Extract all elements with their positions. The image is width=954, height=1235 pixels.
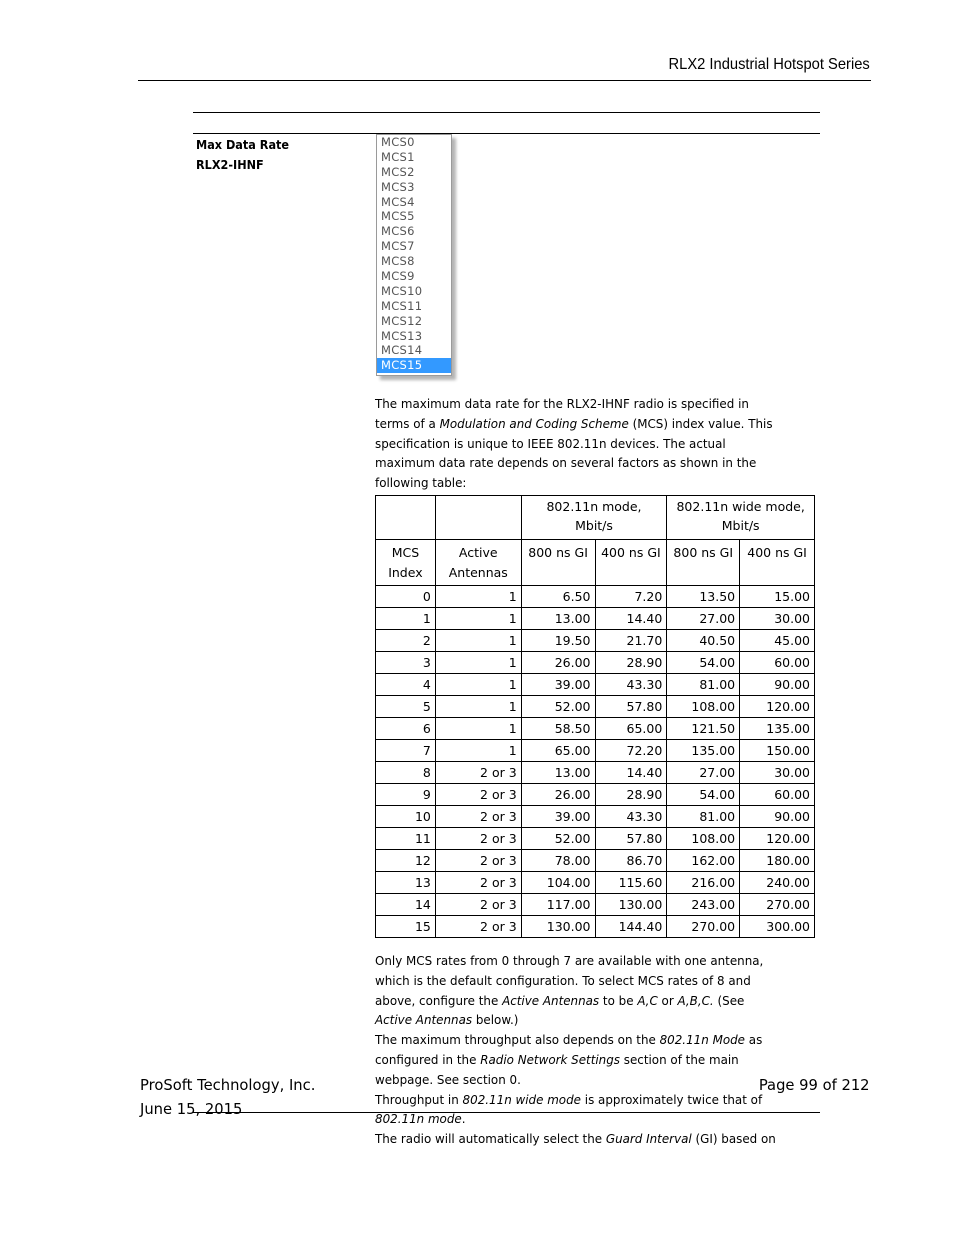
table-cell: 72.20 bbox=[595, 740, 667, 762]
table-cell: 15 bbox=[376, 916, 436, 938]
table-cell: 54.00 bbox=[667, 652, 740, 674]
table-group-header-row bbox=[376, 496, 815, 540]
table-cell: 14 bbox=[376, 894, 436, 916]
table-cell: 0 bbox=[376, 586, 436, 608]
table-cell: 216.00 bbox=[667, 872, 740, 894]
table-row bbox=[376, 652, 815, 674]
section-rule-second bbox=[193, 133, 820, 134]
table-cell: 60.00 bbox=[740, 652, 815, 674]
mcs-option[interactable]: MCS7 bbox=[381, 239, 415, 254]
mcs-option[interactable]: MCS3 bbox=[381, 179, 415, 194]
table-cell: 135.00 bbox=[740, 718, 815, 740]
table-header-empty bbox=[376, 496, 436, 540]
table-cell: 130.00 bbox=[521, 916, 595, 938]
header-rule bbox=[138, 80, 871, 81]
table-cell: 28.90 bbox=[595, 652, 667, 674]
table-cell: 52.00 bbox=[521, 696, 595, 718]
table-cell: 120.00 bbox=[740, 828, 815, 850]
table-cell: 180.00 bbox=[740, 850, 815, 872]
table-row bbox=[376, 608, 815, 630]
table-cell: 78.00 bbox=[521, 850, 595, 872]
table-cell: 90.00 bbox=[740, 806, 815, 828]
table-cell: 54.00 bbox=[667, 784, 740, 806]
table-cell: 60.00 bbox=[740, 784, 815, 806]
table-cell: 4 bbox=[376, 674, 436, 696]
mcs-option[interactable]: MCS0 bbox=[381, 135, 415, 149]
note-guard-interval: The radio will automatically select the Guard Interval (GI) based on bbox=[375, 1132, 776, 1148]
table-cell: 135.00 bbox=[667, 740, 740, 762]
section-rule-top bbox=[193, 112, 820, 113]
table-cell: 1 bbox=[376, 608, 436, 630]
table-cell: 58.50 bbox=[521, 718, 595, 740]
table-cell: 117.00 bbox=[521, 894, 595, 916]
table-cell: 65.00 bbox=[521, 740, 595, 762]
table-row bbox=[376, 806, 815, 828]
table-cell: 13.50 bbox=[667, 586, 740, 608]
table-row bbox=[376, 784, 815, 806]
table-cell: 240.00 bbox=[740, 872, 815, 894]
table-cell: 1 bbox=[435, 740, 521, 762]
table-cell: 57.80 bbox=[595, 696, 667, 718]
table-cell: 2 or 3 bbox=[435, 872, 521, 894]
table-cell: 2 or 3 bbox=[435, 828, 521, 850]
note-throughput: The maximum throughput also depends on the 802.11n Mode as configured in the Radio Network Settings section of the main webpage. See section 0. bbox=[375, 1033, 763, 1088]
table-row bbox=[376, 740, 815, 762]
table-group-header: 802.11n mode, Mbit/s bbox=[521, 496, 667, 540]
table-cell: 162.00 bbox=[667, 850, 740, 872]
table-cell: 43.30 bbox=[595, 674, 667, 696]
mcs-option[interactable]: MCS2 bbox=[381, 164, 415, 179]
mcs-option[interactable]: MCS11 bbox=[381, 298, 423, 313]
table-cell: 13 bbox=[376, 872, 436, 894]
notes-paragraph bbox=[375, 952, 784, 1150]
table-cell: 52.00 bbox=[521, 828, 595, 850]
table-sub-header: 800 ns GI bbox=[521, 540, 595, 586]
table-row bbox=[376, 696, 815, 718]
header-title: RLX2 Industrial Hotspot Series bbox=[668, 56, 870, 73]
table-cell: 5 bbox=[376, 696, 436, 718]
table-cell: 2 or 3 bbox=[435, 894, 521, 916]
table-cell: 13.00 bbox=[521, 762, 595, 784]
table-cell: 243.00 bbox=[667, 894, 740, 916]
table-cell: 108.00 bbox=[667, 696, 740, 718]
table-row bbox=[376, 850, 815, 872]
table-row bbox=[376, 916, 815, 938]
mcs-option[interactable]: MCS1 bbox=[381, 149, 415, 164]
mcs-option[interactable]: MCS13 bbox=[381, 328, 423, 343]
table-cell: 1 bbox=[435, 586, 521, 608]
table-cell: 1 bbox=[435, 630, 521, 652]
table-cell: 2 or 3 bbox=[435, 762, 521, 784]
table-cell: 10 bbox=[376, 806, 436, 828]
table-cell: 6.50 bbox=[521, 586, 595, 608]
table-cell: 19.50 bbox=[521, 630, 595, 652]
table-cell: 65.00 bbox=[595, 718, 667, 740]
table-cell: 2 or 3 bbox=[435, 784, 521, 806]
table-sub-header-row bbox=[376, 540, 815, 586]
note-wide-mode: Throughput in 802.11n wide mode is approximately twice that of 802.11n mode. bbox=[375, 1092, 763, 1128]
table-cell: 81.00 bbox=[667, 674, 740, 696]
table-cell: 12 bbox=[376, 850, 436, 872]
table-cell: 14.40 bbox=[595, 608, 667, 630]
footer-rule bbox=[193, 1112, 820, 1113]
mcs-listbox[interactable] bbox=[376, 134, 452, 376]
table-cell: 121.50 bbox=[667, 718, 740, 740]
mcs-option[interactable]: MCS15 bbox=[377, 358, 451, 373]
table-cell: 1 bbox=[435, 718, 521, 740]
table-cell: 57.80 bbox=[595, 828, 667, 850]
table-cell: 300.00 bbox=[740, 916, 815, 938]
table-cell: 1 bbox=[435, 696, 521, 718]
mcs-option[interactable]: MCS12 bbox=[381, 313, 423, 328]
table-cell: 39.00 bbox=[521, 806, 595, 828]
table-cell: 1 bbox=[435, 674, 521, 696]
table-row bbox=[376, 894, 815, 916]
table-row bbox=[376, 718, 815, 740]
table-cell: 81.00 bbox=[667, 806, 740, 828]
mcs-option[interactable]: MCS5 bbox=[381, 209, 415, 224]
table-row bbox=[376, 828, 815, 850]
table-cell: 150.00 bbox=[740, 740, 815, 762]
table-cell: 14.40 bbox=[595, 762, 667, 784]
table-cell: 9 bbox=[376, 784, 436, 806]
table-sub-header: 400 ns GI bbox=[740, 540, 815, 586]
table-row bbox=[376, 762, 815, 784]
table-cell: 27.00 bbox=[667, 608, 740, 630]
table-cell: 130.00 bbox=[595, 894, 667, 916]
table-cell: 90.00 bbox=[740, 674, 815, 696]
table-cell: 27.00 bbox=[667, 762, 740, 784]
table-cell: 144.40 bbox=[595, 916, 667, 938]
mcs-option[interactable]: MCS10 bbox=[381, 283, 423, 298]
table-cell: 13.00 bbox=[521, 608, 595, 630]
table-header-empty bbox=[435, 496, 521, 540]
table-sub-header: 400 ns GI bbox=[595, 540, 667, 586]
table-row bbox=[376, 630, 815, 652]
table-cell: 270.00 bbox=[740, 894, 815, 916]
table-cell: 2 or 3 bbox=[435, 850, 521, 872]
model-label: RLX2-IHNF bbox=[196, 157, 264, 172]
table-cell: 1 bbox=[435, 652, 521, 674]
table-sub-header: MCS Index bbox=[376, 540, 436, 586]
table-cell: 2 or 3 bbox=[435, 806, 521, 828]
table-cell: 28.90 bbox=[595, 784, 667, 806]
mcs-option[interactable]: MCS9 bbox=[381, 269, 415, 284]
mcs-option[interactable]: MCS8 bbox=[381, 254, 415, 269]
table-group-header: 802.11n wide mode, Mbit/s bbox=[667, 496, 815, 540]
table-cell: 30.00 bbox=[740, 762, 815, 784]
table-row bbox=[376, 872, 815, 894]
mcs-option[interactable]: MCS4 bbox=[381, 194, 415, 209]
table-sub-header: 800 ns GI bbox=[667, 540, 740, 586]
table-cell: 39.00 bbox=[521, 674, 595, 696]
table-cell: 43.30 bbox=[595, 806, 667, 828]
table-cell: 26.00 bbox=[521, 652, 595, 674]
table-cell: 7 bbox=[376, 740, 436, 762]
table-cell: 120.00 bbox=[740, 696, 815, 718]
table-cell: 26.00 bbox=[521, 784, 595, 806]
table-cell: 1 bbox=[435, 608, 521, 630]
table-cell: 11 bbox=[376, 828, 436, 850]
footer-company: ProSoft Technology, Inc. bbox=[140, 1076, 316, 1094]
data-rate-table bbox=[375, 495, 815, 938]
intro-paragraph: The maximum data rate for the RLX2-IHNF radio is specified in terms of a Modulation and Coding Scheme (MCS) index value. This specification is unique to IEEE 802.11n devices. The actual maximum data rate depends on several factors as shown in the following table: bbox=[375, 397, 773, 492]
table-cell: 115.60 bbox=[595, 872, 667, 894]
table-cell: 6 bbox=[376, 718, 436, 740]
table-cell: 86.70 bbox=[595, 850, 667, 872]
table-cell: 21.70 bbox=[595, 630, 667, 652]
table-cell: 270.00 bbox=[667, 916, 740, 938]
footer-page-number: Page 99 of 212 bbox=[759, 1076, 870, 1094]
setting-name-label: Max Data Rate bbox=[196, 137, 290, 152]
table-cell: 30.00 bbox=[740, 608, 815, 630]
table-cell: 2 bbox=[376, 630, 436, 652]
table-cell: 8 bbox=[376, 762, 436, 784]
footer-date: June 15, 2015 bbox=[140, 1100, 243, 1118]
mcs-option[interactable]: MCS6 bbox=[381, 224, 415, 239]
table-cell: 7.20 bbox=[595, 586, 667, 608]
table-cell: 2 or 3 bbox=[435, 916, 521, 938]
table-row bbox=[376, 674, 815, 696]
table-row bbox=[376, 586, 815, 608]
table-sub-header: Active Antennas bbox=[435, 540, 521, 586]
note-antennas: Only MCS rates from 0 through 7 are available with one antenna, which is the default configuration. To select MCS rates of 8 and above, configure the Active Antennas to be A,C or A,B,C. (See Active Antennas below.) bbox=[375, 954, 764, 1029]
mcs-option[interactable]: MCS14 bbox=[381, 343, 423, 358]
table-cell: 108.00 bbox=[667, 828, 740, 850]
table-cell: 15.00 bbox=[740, 586, 815, 608]
table-cell: 45.00 bbox=[740, 630, 815, 652]
table-cell: 104.00 bbox=[521, 872, 595, 894]
table-cell: 3 bbox=[376, 652, 436, 674]
table-cell: 40.50 bbox=[667, 630, 740, 652]
